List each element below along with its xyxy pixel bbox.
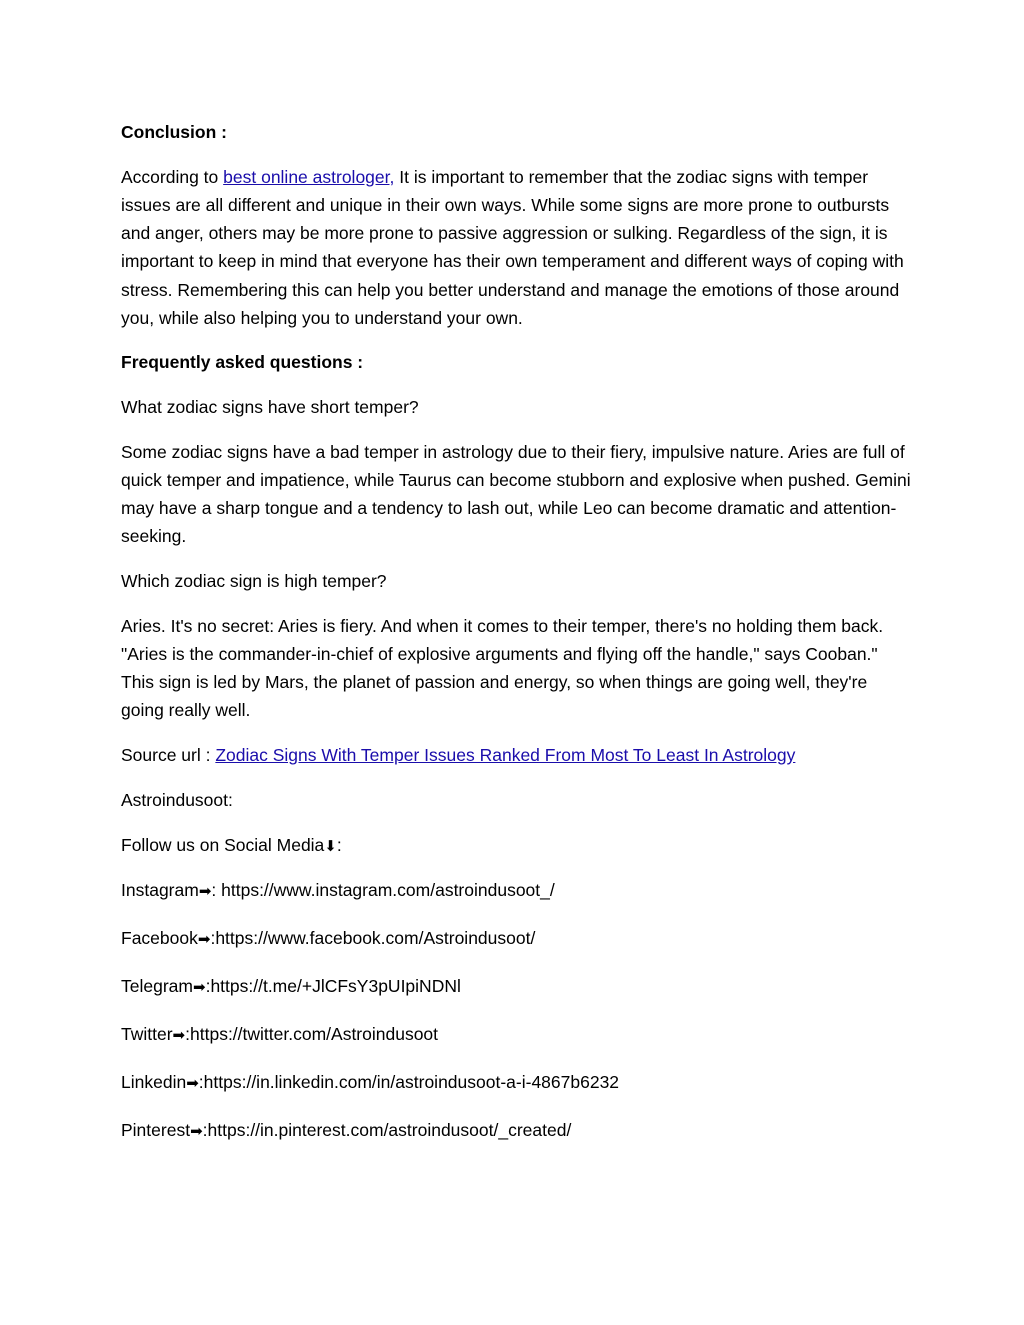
social-name: Twitter: [121, 1024, 173, 1045]
faq-question-1: What zodiac signs have short temper?: [121, 397, 419, 418]
follow-suffix: :: [336, 834, 342, 855]
down-arrow-icon: ⬇: [324, 836, 337, 855]
faq-answer-2: Aries. It's no secret: Aries is fiery. And when it comes to their temper, there's no holding them back. "Aries is the commander-in-chief of explosive arguments and flying off the handle," says Cooban." This sign is led by Mars, the planet of passion and energy, so when things are going well, they're going really well.: [121, 615, 884, 721]
conclusion-paragraph: [121, 163, 911, 332]
follow-text: Follow us on Social Media: [121, 834, 325, 855]
social-separator: :: [198, 1072, 204, 1093]
faq-answer-1: Some zodiac signs have a bad temper in astrology due to their fiery, impulsive nature. Aries are full of quick temper and impatience, while Taurus can become stubborn and explosive when pushed. Gemini may have a sharp tongue and a tendency to lash out, while Leo can become dramatic and attention-seeking.: [121, 441, 911, 547]
follow-line: [121, 831, 911, 860]
social-item-twitter: [121, 1020, 911, 1049]
right-arrow-icon: ➡: [198, 882, 212, 901]
source-url-link[interactable]: Zodiac Signs With Temper Issues Ranked From Most To Least In Astrology: [215, 745, 796, 766]
right-arrow-icon: ➡: [186, 1074, 199, 1093]
faq-heading: Frequently asked questions :: [121, 352, 364, 373]
pinterest-url[interactable]: https://in.pinterest.com/astroindusoot/_created/: [207, 1120, 572, 1141]
social-separator: :: [205, 976, 211, 997]
telegram-url[interactable]: https://t.me/+JlCFsY3pUIpiNDNl: [210, 976, 461, 997]
brand-name: Astroindusoot:: [121, 789, 233, 810]
social-name: Instagram: [121, 880, 199, 901]
social-separator: :: [202, 1120, 208, 1141]
social-name: Telegram: [121, 976, 193, 997]
right-arrow-icon: ➡: [190, 1122, 203, 1141]
conclusion-heading: Conclusion :: [121, 122, 227, 142]
source-label: Source url :: [121, 745, 216, 766]
social-item-linkedin: [121, 1068, 911, 1097]
social-separator: :: [211, 880, 222, 901]
source-line: [121, 741, 911, 769]
document-body: [121, 118, 911, 1164]
facebook-url[interactable]: https://www.facebook.com/Astroindusoot/: [215, 928, 536, 949]
social-item-facebook: [121, 924, 911, 953]
social-name: Facebook: [121, 928, 198, 949]
social-item-pinterest: [121, 1116, 911, 1145]
conclusion-body: It is important to remember that the zodiac signs with temper issues are all different and unique in their own ways. While some signs are more prone to outbursts and anger, others may be more prone to passive aggression or sulking. Regardless of the sign, it is important to keep in mind that everyone has their own temperament and different ways of coping with stress. Remembering this can help you better understand and manage the emotions of those around you, while also helping you to understand your own.: [121, 166, 904, 328]
faq-question-2: Which zodiac sign is high temper?: [121, 571, 387, 592]
social-name: Pinterest: [121, 1120, 191, 1141]
linkedin-url[interactable]: https://in.linkedin.com/in/astroindusoot-a-i-4867b6232: [203, 1072, 620, 1093]
social-separator: :: [185, 1024, 190, 1045]
social-separator: :: [210, 928, 216, 949]
instagram-url[interactable]: https://www.instagram.com/astroindusoot_/: [221, 880, 555, 901]
conclusion-intro: According to: [121, 166, 224, 187]
social-links: [121, 876, 911, 1145]
right-arrow-icon: ➡: [192, 978, 206, 997]
twitter-url[interactable]: https://twitter.com/Astroindusoot: [190, 1024, 439, 1045]
social-item-instagram: [121, 876, 911, 905]
right-arrow-icon: ➡: [172, 1026, 186, 1045]
astrologer-link[interactable]: best online astrologer,: [223, 166, 395, 187]
right-arrow-icon: ➡: [197, 930, 211, 949]
social-item-telegram: [121, 972, 911, 1001]
social-name: Linkedin: [121, 1072, 187, 1093]
